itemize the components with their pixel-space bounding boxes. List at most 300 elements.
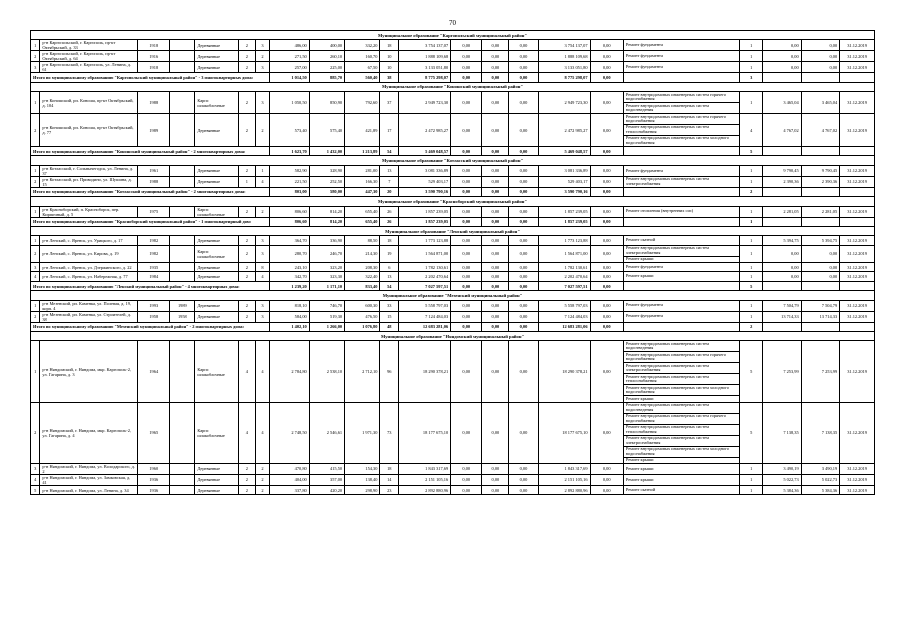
cell-floors: 2 [239, 245, 256, 262]
total-count: 1 [740, 217, 763, 226]
cell-ent: 3 [255, 245, 270, 262]
cell-idx: 2 [31, 402, 40, 463]
cell-area_total: 280,70 [270, 245, 310, 262]
cell-wall: Карпс шлакоблочные [195, 341, 239, 402]
cell-f5: 0,00 [590, 236, 623, 245]
cell-p1: 7 138,35 [763, 402, 801, 463]
cell-year: 1918 [138, 62, 170, 73]
work-item: Ремонт внутридомовых инженерных систем электроснабжения [624, 436, 740, 447]
cell-wall: Деревянные [195, 463, 239, 474]
total-label: Итого по муниципальному образованию "Котласский муниципальный район" - 2 многоквартирных дома: [31, 187, 270, 196]
cell-area_res: 357,00 [309, 474, 344, 485]
cell-area_res: 328,90 [309, 165, 344, 176]
cell-area_res2: 655,40 [345, 206, 380, 217]
cell-people: 17 [380, 114, 399, 147]
works-cell [623, 165, 740, 176]
cell-p1: 13 714,33 [763, 311, 801, 322]
cell-f3: 0,00 [509, 341, 538, 402]
cell-f3: 0,00 [509, 463, 538, 474]
cell-f4: 18 290 378,21 [538, 341, 590, 402]
cell-p1: 0,00 [763, 263, 801, 272]
cell-wall: Деревянные [195, 474, 239, 485]
work-item: Ремонт фундамента [625, 302, 663, 308]
cell-people: 26 [380, 206, 399, 217]
cell-count: 1 [740, 165, 763, 176]
cell-cost: 2 892 880,96 [399, 485, 451, 494]
cell-people: 73 [380, 402, 399, 463]
cell-area_total: 818,10 [270, 300, 310, 311]
cell-people: 14 [380, 474, 399, 485]
cell-year2 [170, 206, 195, 217]
cell-year2 [170, 236, 195, 245]
cell-f2: 0,00 [482, 62, 509, 73]
cell-count: 1 [740, 311, 763, 322]
total-works [623, 281, 740, 290]
cell-people: 96 [380, 341, 399, 402]
cell-people: 13 [380, 165, 399, 176]
municipality-header-row [31, 156, 875, 165]
cell-cost: 1 843 317,69 [399, 463, 451, 474]
cell-area_res2: 138,40 [345, 474, 380, 485]
cell-p1: 4 767,02 [763, 114, 801, 147]
cell-area_res2: 88,50 [345, 236, 380, 245]
cell-area_total: 257,00 [270, 62, 310, 73]
total-p2 [801, 217, 839, 226]
total-people: 54 [380, 281, 399, 290]
work-item: Ремонт фундамента [625, 53, 663, 59]
total-f3: 0,00 [509, 73, 538, 82]
cell-f3: 0,00 [509, 272, 538, 281]
total-row [31, 147, 875, 156]
cell-f2: 0,00 [482, 300, 509, 311]
cell-ent: 4 [255, 402, 270, 463]
total-label: Итого по муниципальному образованию "Коношский муниципальный район" - 2 многоквартирных дома: [31, 147, 270, 156]
cell-floors: 2 [239, 40, 256, 51]
total-area-res: 814,20 [309, 217, 344, 226]
total-label: Итого по муниципальному образованию "Мезенский муниципальный район" - 2 многоквартирных дома: [31, 322, 270, 331]
cell-address: р-н Котласский, рп. Приводино, ул. Шушина, д. 15 [40, 176, 138, 187]
cell-f5: 0,00 [590, 165, 623, 176]
total-f3: 0,00 [509, 187, 538, 196]
total-f4: 8 775 298,07 [538, 73, 590, 82]
total-area-res: 1 432,00 [309, 147, 344, 156]
cell-wall: Деревянные [195, 263, 239, 272]
cell-year: 1935 [138, 263, 170, 272]
works-cell [623, 341, 740, 402]
cell-f5: 0,00 [590, 245, 623, 262]
cell-wall: Деревянные [195, 62, 239, 73]
total-area-res2: 655,40 [345, 217, 380, 226]
cell-f3: 0,00 [509, 474, 538, 485]
cell-year: 1982 [138, 236, 170, 245]
works-cell [623, 206, 740, 217]
work-item: Ремонт крыши [625, 256, 654, 262]
cell-wall: Деревянные [195, 485, 239, 494]
total-area-res2: 1 076,80 [345, 322, 380, 331]
cell-people: 37 [380, 92, 399, 114]
cell-f5: 0,00 [590, 263, 623, 272]
cell-f3: 0,00 [509, 311, 538, 322]
cell-floors: 2 [239, 463, 256, 474]
total-count: 2 [740, 187, 763, 196]
total-area-res: 885,70 [309, 73, 344, 82]
cell-area_total: 337,80 [270, 485, 310, 494]
cell-idx: 4 [31, 474, 40, 485]
cell-floors: 2 [239, 272, 256, 281]
cell-area_total: 342,70 [270, 272, 310, 281]
cell-deadline: 31.12.2019 [840, 311, 875, 322]
cell-idx: 2 [31, 51, 40, 62]
cell-f3: 0,00 [509, 51, 538, 62]
cell-p1: 0,00 [763, 272, 801, 281]
cell-wall: Деревянные [195, 40, 239, 51]
cell-deadline: 31.12.2019 [840, 474, 875, 485]
cell-year2 [170, 165, 195, 176]
work-item: Ремонт крыши [625, 465, 654, 471]
cell-count: 1 [740, 62, 763, 73]
cell-count: 1 [740, 245, 763, 262]
cell-p1: 0,00 [763, 62, 801, 73]
cell-count: 1 [740, 463, 763, 474]
cell-area_res: 323,20 [309, 263, 344, 272]
total-people: 54 [380, 147, 399, 156]
municipality-name: Муниципальное образование "Каргопольский муниципальный район" [31, 31, 875, 40]
total-f2: 0,00 [482, 73, 509, 82]
table-row [31, 463, 875, 474]
cell-area_res: 2 538,10 [309, 341, 344, 402]
work-item: Ремонт внутридомовых инженерных систем водоотведения [625, 102, 709, 113]
cell-f3: 0,00 [509, 402, 538, 463]
work-item: Ремонт внутридомовых инженерных систем холодного водоснабжения [625, 135, 730, 146]
cell-p2: 5 394,75 [801, 236, 839, 245]
table-row [31, 165, 875, 176]
work-item: Ремонт отопления (внутренних сис) [625, 208, 694, 214]
total-deadline [840, 217, 875, 226]
cell-wall: Деревянные [195, 300, 239, 311]
total-row [31, 187, 875, 196]
cell-f5: 0,00 [590, 51, 623, 62]
cell-deadline: 31.12.2019 [840, 206, 875, 217]
cell-floors: 1 [239, 176, 256, 187]
work-item: Ремонт внутридомовых инженерных систем холодного водоснабжения [624, 385, 740, 396]
municipality-header-row [31, 332, 875, 341]
total-f2: 0,00 [482, 281, 509, 290]
cell-count: 1 [740, 272, 763, 281]
cell-ent: 2 [255, 206, 270, 217]
cell-f4: 1 857 239,05 [538, 206, 590, 217]
total-works [623, 73, 740, 82]
total-p1 [763, 187, 801, 196]
cell-people: 15 [380, 311, 399, 322]
cell-area_res: 420,20 [309, 485, 344, 494]
cell-f1: 0,00 [451, 402, 482, 463]
cell-year2 [170, 474, 195, 485]
cell-p1: 2 281,05 [763, 206, 801, 217]
cell-year2 [170, 485, 195, 494]
cell-floors: 2 [239, 92, 256, 114]
cell-f1: 0,00 [451, 62, 482, 73]
cell-year: 1936 [138, 485, 170, 494]
cell-f3: 0,00 [509, 92, 538, 114]
cell-wall: Деревянные [195, 51, 239, 62]
cell-address: р-н Мезенский, рп. Каменка, ул. Полевая, д. 19, корп. 4 [40, 300, 138, 311]
work-item: Ремонт фундамента [625, 64, 663, 70]
cell-floors: 2 [239, 300, 256, 311]
total-p1 [763, 281, 801, 290]
table-row [31, 236, 875, 245]
cell-year2 [170, 463, 195, 474]
cell-area_total: 271,50 [270, 51, 310, 62]
cell-floors: 2 [239, 114, 256, 147]
cell-f5: 0,00 [590, 62, 623, 73]
work-item: Ремонт скатной [625, 237, 656, 243]
cell-address: р-н Котласский, г. Сольвычегодск, ул. Ленина, д. 37 [40, 165, 138, 176]
cell-p2: 4 767,02 [801, 114, 839, 147]
total-f3: 0,00 [509, 217, 538, 226]
cell-count: 4 [740, 114, 763, 147]
total-f3: 0,00 [509, 147, 538, 156]
cell-p1: 7 253,99 [763, 341, 801, 402]
total-row [31, 281, 875, 290]
cell-f5: 0,00 [590, 485, 623, 494]
cell-cost: 1 564 871,00 [399, 245, 451, 262]
cell-ent: 3 [255, 62, 270, 73]
total-row [31, 322, 875, 331]
total-f5: 0,00 [590, 217, 623, 226]
cell-count: 5 [740, 402, 763, 463]
cell-area_total: 2 784,80 [270, 341, 310, 402]
cell-f1: 0,00 [451, 92, 482, 114]
cell-f2: 0,00 [482, 114, 509, 147]
cell-area_res2: 332,20 [345, 40, 380, 51]
cell-f1: 0,00 [451, 176, 482, 187]
work-item: Ремонт внутридомовых инженерных систем теплоснабжения [624, 374, 740, 385]
cell-p1: 0,00 [763, 40, 801, 51]
cell-idx: 3 [31, 463, 40, 474]
total-f1: 0,00 [451, 147, 482, 156]
cell-f2: 0,00 [482, 341, 509, 402]
cell-area_res2: 160,70 [345, 51, 380, 62]
cell-f4: 2 151 105,16 [538, 474, 590, 485]
work-item: Ремонт скатной [625, 486, 656, 492]
cell-year2 [170, 40, 195, 51]
cell-count: 1 [740, 206, 763, 217]
cell-ent: 2 [255, 485, 270, 494]
table-row [31, 272, 875, 281]
cell-area_total: 1 050,50 [270, 92, 310, 114]
cell-deadline: 31.12.2019 [840, 485, 875, 494]
cell-floors: 2 [239, 311, 256, 322]
cell-area_total: 573,40 [270, 114, 310, 147]
total-count: 5 [740, 281, 763, 290]
cell-year: 1975 [138, 206, 170, 217]
table-row [31, 92, 875, 114]
cell-area_res2: 166,30 [345, 176, 380, 187]
table-row [31, 51, 875, 62]
cell-year2 [170, 341, 195, 402]
total-row [31, 73, 875, 82]
cell-f3: 0,00 [509, 206, 538, 217]
cell-f2: 0,00 [482, 474, 509, 485]
cell-address: р-н Няндомский, г. Няндома, мкр. Каргополь-2, ул. Гагарина, д. 4 [40, 402, 138, 463]
cell-people: 18 [380, 40, 399, 51]
cell-ent: 2 [255, 114, 270, 147]
cell-f2: 0,00 [482, 245, 509, 262]
cell-cost: 1 888 109,68 [399, 51, 451, 62]
cell-idx: 1 [31, 341, 40, 402]
cell-area_res2: 214,30 [345, 245, 380, 262]
cell-year: 1965 [138, 402, 170, 463]
cell-ent: 4 [255, 341, 270, 402]
cell-year: 1989 [138, 114, 170, 147]
table-row [31, 206, 875, 217]
cell-count: 1 [740, 236, 763, 245]
cell-f3: 0,00 [509, 165, 538, 176]
cell-year: 1936 [138, 474, 170, 485]
cell-f4: 7 124 484,03 [538, 311, 590, 322]
cell-f4: 1 782 130,61 [538, 263, 590, 272]
municipality-header-row [31, 291, 875, 300]
total-f4: 7 027 597,51 [538, 281, 590, 290]
total-label: Итого по муниципальному образованию "Красноборский муниципальный район" - 1 многоквартирный дом: [31, 217, 270, 226]
cell-p1: 0,00 [763, 51, 801, 62]
cell-f1: 0,00 [451, 40, 482, 51]
cell-count: 1 [740, 263, 763, 272]
cell-count: 1 [740, 474, 763, 485]
total-count: 5 [740, 147, 763, 156]
total-works [623, 187, 740, 196]
municipality-name: Муниципальное образование "Ленский муниципальный район" [31, 226, 875, 235]
cell-wall: Деревянные [195, 165, 239, 176]
cell-f2: 0,00 [482, 402, 509, 463]
cell-deadline: 31.12.2019 [840, 341, 875, 402]
cell-p1: 5 384,36 [763, 485, 801, 494]
total-p2 [801, 73, 839, 82]
cell-f4: 3 133 051,80 [538, 62, 590, 73]
works-cell [623, 263, 740, 272]
cell-area_total: 486,00 [270, 40, 310, 51]
cell-f1: 0,00 [451, 311, 482, 322]
cell-f2: 0,00 [482, 51, 509, 62]
cell-floors: 2 [239, 206, 256, 217]
cell-idx: 5 [31, 485, 40, 494]
total-f2: 0,00 [482, 217, 509, 226]
total-f5: 0,00 [590, 73, 623, 82]
cell-year: 1984 [138, 272, 170, 281]
cell-year2 [170, 245, 195, 262]
cell-f5: 0,00 [590, 341, 623, 402]
cell-address: р-н Ленский, с. Яренск, ул. Кирова, д. 19 [40, 245, 138, 262]
cell-area_res: 814,20 [309, 206, 344, 217]
cell-ent: 2 [255, 463, 270, 474]
cell-address: р-н Каргопольский, г. Каргополь, ул. Ленина, д. 61 [40, 62, 138, 73]
cell-year: 1960 [138, 463, 170, 474]
cell-area_res: 336,90 [309, 236, 344, 245]
municipality-name: Муниципальное образование "Коношский муниципальный район" [31, 82, 875, 91]
cell-count: 1 [740, 51, 763, 62]
cell-f3: 0,00 [509, 300, 538, 311]
works-cell [623, 474, 740, 485]
total-works [623, 217, 740, 226]
cell-cost: 3 754 137,07 [399, 40, 451, 51]
work-item: Ремонт внутридомовых инженерных систем горячего водоснабжения [624, 92, 740, 103]
cell-ent: 3 [255, 236, 270, 245]
cell-cost: 3 081 336,89 [399, 165, 451, 176]
cell-f2: 0,00 [482, 485, 509, 494]
cell-area_total: 404,00 [270, 474, 310, 485]
cell-f3: 0,00 [509, 62, 538, 73]
cell-area_res2: 476,50 [345, 311, 380, 322]
cell-f2: 0,00 [482, 463, 509, 474]
cell-year: 1918 [138, 40, 170, 51]
cell-p2: 5 384,36 [801, 485, 839, 494]
total-label: Итого по муниципальному образованию "Ленский муниципальный район" - 4 многоквартирных дома: [31, 281, 270, 290]
table-row [31, 62, 875, 73]
table-row [31, 402, 875, 463]
work-item: Ремонт внутридомовых инженерных систем водоотведения [624, 403, 740, 414]
cell-address: р-н Каргопольский, г. Каргополь, пр-кт Октябрьский, д. 64 [40, 51, 138, 62]
work-item: Ремонт внутридомовых инженерных систем электроснабжения [624, 246, 740, 257]
cell-p2: 7 504,79 [801, 300, 839, 311]
cell-year2 [170, 114, 195, 147]
cell-idx: 2 [31, 176, 40, 187]
municipality-header-row [31, 226, 875, 235]
total-area-res2: 447,30 [345, 187, 380, 196]
cell-count: 5 [740, 341, 763, 402]
total-p2 [801, 147, 839, 156]
cell-area_res: 252,50 [309, 176, 344, 187]
cell-area_res2: 281,00 [345, 165, 380, 176]
cell-deadline: 31.12.2019 [840, 272, 875, 281]
total-deadline [840, 187, 875, 196]
total-f5: 0,00 [590, 187, 623, 196]
cell-f2: 0,00 [482, 206, 509, 217]
work-item: Ремонт внутридомовых инженерных систем холодного водоснабжения [624, 447, 740, 458]
cell-deadline: 31.12.2019 [840, 402, 875, 463]
cell-people: 23 [380, 485, 399, 494]
total-f4: 5 469 048,57 [538, 147, 590, 156]
cell-area_res: 400,00 [309, 40, 344, 51]
cell-deadline: 31.12.2019 [840, 40, 875, 51]
work-item: Ремонт внутридомовых инженерных систем горячего водоснабжения [624, 414, 740, 425]
cell-f5: 0,00 [590, 176, 623, 187]
cell-area_res2: 322,40 [345, 272, 380, 281]
cell-cost: 1 782 130,61 [399, 263, 451, 272]
cell-address: р-н Каргопольский, г. Каргополь, пр-кт Октябрьский, д. 33 [40, 40, 138, 51]
cell-f2: 0,00 [482, 311, 509, 322]
cell-people: 6 [380, 263, 399, 272]
cell-f5: 0,00 [590, 114, 623, 147]
work-item: Ремонт внутридомовых инженерных систем горячего водоснабжения [624, 352, 740, 363]
works-cell [623, 402, 740, 463]
works-cell [623, 62, 740, 73]
cell-f1: 0,00 [451, 341, 482, 402]
cell-f4: 2 892 880,96 [538, 485, 590, 494]
cell-cost: 2 949 723,30 [399, 92, 451, 114]
cell-floors: 2 [239, 263, 256, 272]
page-number: 70 [449, 19, 456, 27]
cell-area_res: 850,90 [309, 92, 344, 114]
cell-f4: 2 949 723,30 [538, 92, 590, 114]
total-cost: 8 775 298,07 [399, 73, 451, 82]
cell-f4: 3 754 137,07 [538, 40, 590, 51]
cell-deadline: 31.12.2019 [840, 176, 875, 187]
cell-p1: 3 490,19 [763, 463, 801, 474]
cell-address: р-н Няндомский, г. Няндома, мкр. Каргополь-2, ул. Гагарина, д. 3 [40, 341, 138, 402]
works-cell [623, 92, 740, 114]
cell-f5: 0,00 [590, 92, 623, 114]
cell-p1: 7 504,79 [763, 300, 801, 311]
